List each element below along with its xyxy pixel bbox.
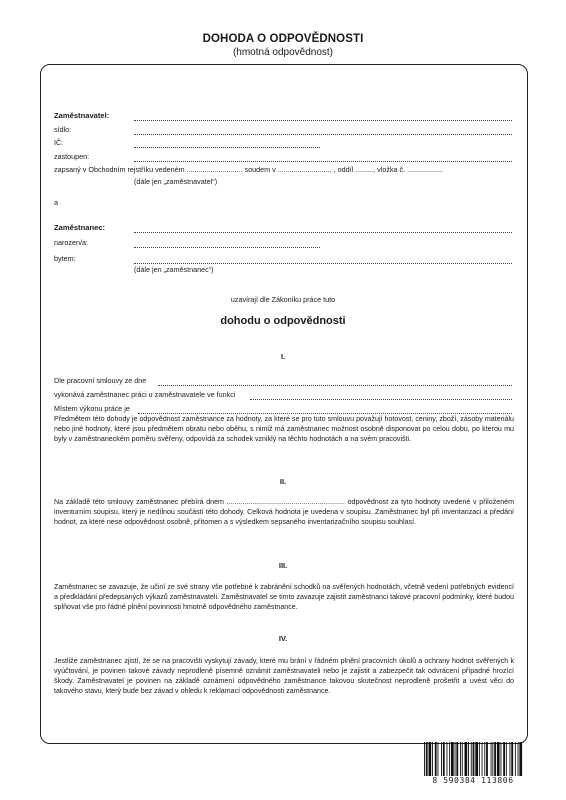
contract-date-row[interactable] bbox=[54, 375, 512, 387]
employer-represented-row[interactable] bbox=[54, 151, 512, 163]
employer-registry-text: zapsaný v Obchodním rejstříku vedeném ............................ soudem v ........................... , oddíl ........., vložka č. .................. bbox=[54, 165, 444, 174]
employee-name-field[interactable] bbox=[134, 225, 512, 233]
position-row[interactable] bbox=[54, 389, 512, 401]
document-title: DOHODA O ODPOVĚDNOSTI bbox=[202, 33, 364, 45]
employer-name-field[interactable] bbox=[134, 113, 512, 121]
employee-residence-row[interactable] bbox=[54, 253, 512, 265]
employer-heading: Zaměstnavatel: bbox=[54, 111, 110, 120]
section-1-number: I. bbox=[280, 352, 286, 361]
conjunction-text: a bbox=[54, 198, 58, 207]
section-4-number: IV. bbox=[278, 634, 288, 643]
section-3-text: Zaměstnanec se zavazuje, že učiní ze své strany vše potřebné k zabránění schodků na svěřených hodnotách, včetně vedení potřebných evidencí a předkládání předepsaných výkazů zaměstnavateli. Zaměstnavatel se timto zavazuje zajistit zaměstnanci takové pracovní podmínky, které budou splňovat vše pro řádné plnění povinnosti hmotně odpovědného zaměstnance. bbox=[54, 583, 514, 611]
employee-born-field[interactable] bbox=[134, 240, 320, 248]
section-4-text: Jestliže zaměstnanec zjistí, že se na pracovišti vyskytují závady, které mu brání v řádném plnění pracovních úkolů a ochrany hodnot svěřených k vyúčtování, je povinen takové závady neprodleně písemně oznámit zaměstnavateli nebo je zajistit a zabezpečit tak odvrácení případné hrozící škody. Zaměstnavatel je povinen na základě oznámení odpovědného zaměstnance takovou skutečnost neprodleně prošetřit a uvést věci do takového stavu, který bude bez závad v ohledu k reklamací odpovědnosti zaměstnance. bbox=[54, 657, 514, 695]
workplace-field[interactable] bbox=[138, 406, 512, 414]
employer-id-row[interactable] bbox=[54, 137, 512, 149]
employee-born-label: narozen/a: bbox=[54, 238, 88, 247]
section-1-text: Předmětem této dohody je odpovědnost zaměstnance za hodnoty, za které se pro tuto smlouvu považují hotovost, ceniny, zboží, zásoby materiálu nebo jiné hodnoty, které jsou předmětem obratu nebo oběhu, s nimiž má zaměstnanec možnost osobně disponovat po celou dobu, po kterou mu byly v zaměstnaneckém poměru svěřeny, odpovídá za schodek vzniklý na těchto hodnotách a na svém pracovišti. bbox=[54, 415, 514, 443]
employer-seat-field[interactable] bbox=[134, 127, 512, 135]
contract-date-field[interactable] bbox=[158, 378, 512, 386]
employer-id-label: IČ: bbox=[54, 138, 64, 147]
employee-alias: (dále jen „zaměstnanec“) bbox=[134, 265, 214, 274]
employee-born-row[interactable] bbox=[54, 237, 512, 249]
employer-represented-label: zastoupen: bbox=[54, 152, 90, 161]
intro-text: uzavírají dle Zákoníku práce tuto bbox=[230, 295, 336, 304]
barcode bbox=[420, 742, 526, 788]
employee-row[interactable] bbox=[54, 222, 512, 234]
employee-heading: Zaměstnanec: bbox=[54, 223, 106, 232]
employee-residence-label: bytem: bbox=[54, 254, 76, 263]
employer-id-field[interactable] bbox=[134, 140, 320, 148]
employer-row[interactable] bbox=[54, 110, 512, 122]
employer-seat-row[interactable] bbox=[54, 124, 512, 136]
barcode-bars bbox=[420, 742, 526, 778]
employer-seat-label: sídlo: bbox=[54, 125, 72, 134]
section-2-text: Na základě této smlouvy zaměstnanec přebírá dnem ............................................................ odpovědnost za tyto hodnoty uvedené v přiloženém inventurním soupisu, který je nedílnou součástí této dohody. Celková hodnota je uvedena v soupisu. Zaměstnanec byl při inventarizaci a předání hodnot, za které nese odpovědnost osobně, přítomen a s výsledkem sepsaného inventarizačního soupisu souhlasí. bbox=[54, 498, 514, 526]
position-field[interactable] bbox=[250, 392, 512, 400]
document-subtitle: (hmotná odpovědnost) bbox=[232, 47, 334, 58]
barcode-digits: 8 590384 113806 bbox=[420, 776, 526, 785]
employee-residence-field[interactable] bbox=[134, 256, 512, 264]
workplace-label: Místem výkonu práce je bbox=[54, 404, 130, 413]
agreement-heading: dohodu o odpovědnosti bbox=[220, 315, 346, 327]
section-2-number: II. bbox=[279, 477, 287, 486]
section-3-number: III. bbox=[278, 561, 288, 570]
contract-date-label: Dle pracovní smlouvy ze dne bbox=[54, 376, 147, 385]
employer-alias: (dále jen „zaměstnavatel“) bbox=[134, 177, 218, 186]
position-label: vykonává zaměstnanec práci u zaměstnavatele ve funkci bbox=[54, 390, 236, 399]
employer-represented-field[interactable] bbox=[134, 154, 512, 162]
